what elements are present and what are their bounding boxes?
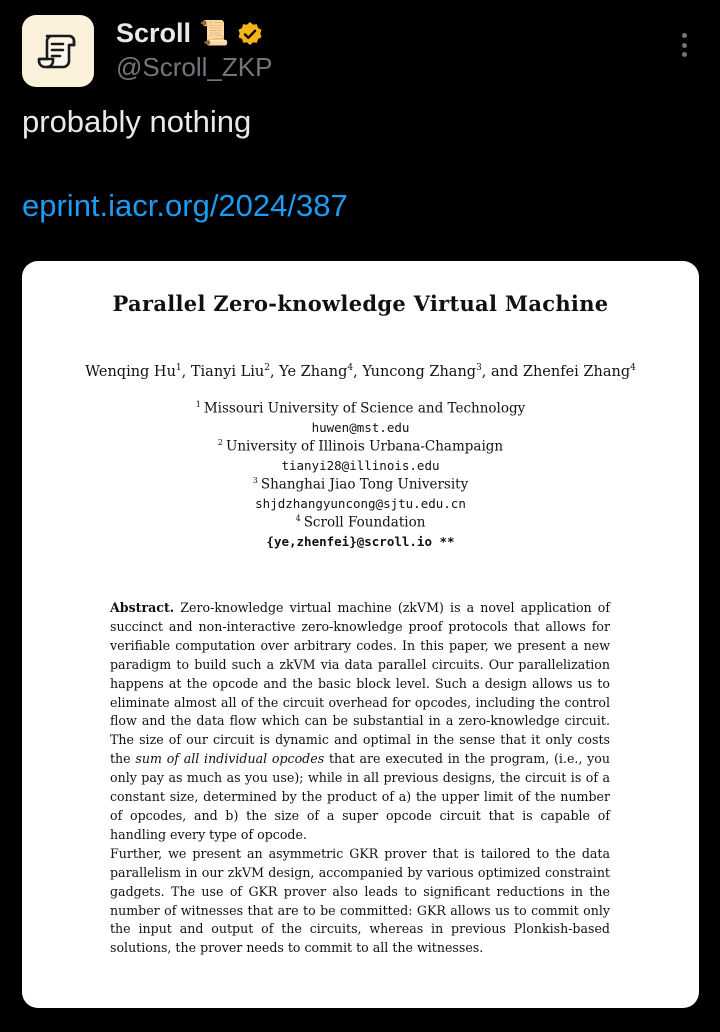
author-mark-1: 1 — [175, 363, 182, 373]
paper-title: Parallel Zero-knowledge Virtual Machine — [112, 291, 609, 316]
abstract-label: Abstract. — [110, 600, 175, 615]
abstract-paragraph-1 — [110, 599, 610, 845]
author-mark-5: 4 — [630, 363, 636, 373]
affiliation-1 — [22, 400, 699, 417]
affiliation-name: Scroll Foundation — [303, 514, 426, 531]
author-mark-3: 4 — [347, 363, 354, 373]
author-mark-2: 2 — [264, 363, 270, 373]
scroll-emoji-icon: 📜 — [199, 20, 229, 47]
affiliation-email-1: huwen@mst.edu — [311, 420, 410, 435]
abstract-text-1b: that are executed in the program, (i.e., you only pay as much as you use); while in all previous designs, the circuit is of a constant size, determined by the product of a) the upper limit of the number of opcodes, and b) the size of a super opcode circuit that is capable of handling every type of opcode. — [110, 751, 610, 842]
abstract-text-italic: sum of all individual opcodes — [135, 751, 325, 767]
post-link[interactable]: eprint.iacr.org/2024/387 — [22, 188, 348, 223]
affiliation-4 — [22, 514, 699, 531]
scroll-logo-icon — [35, 28, 81, 74]
author-name[interactable]: Scroll — [116, 18, 192, 48]
abstract-text-1a: Zero-knowledge virtual machine (zkVM) is a novel application of succinct and non-interactive zero-knowledge proof protocols that allows for verifiable computation over arbitrary codes. In this paper, we present a new paradigm to build such a zkVM via data parallel circuits. Our parallelization happens at the opcode and the basic block level. Such a design allows us to eliminate almost all of the circuit overhead for opcodes, including the control flow and the data flow which can be substantial in a zero-knowledge circuit. The size of our circuit is dynamic and optimal in the sense that it only costs the — [110, 600, 610, 767]
author-name-5: Zhenfei Zhang — [522, 363, 631, 380]
verified-badge-icon[interactable] — [237, 21, 263, 47]
affiliation-mark: 2 — [217, 438, 223, 447]
affiliation-email-3: shjdzhangyuncong@sjtu.edu.cn — [255, 496, 466, 511]
affiliation-email-4: {ye,zhenfei}@scroll.io ** — [266, 534, 455, 549]
affiliation-3 — [22, 476, 699, 493]
abstract-paragraph-2: Further, we present an asymmetric GKR prover that is tailored to the data parallelism in our zkVM design, accompanied by various optimized constraint gadgets. The use of GKR prover also leads to significant reductions in the number of witnesses that are to be committed: GKR allows us to commit only the input and output of the circuits, whereas in previous Plonkish-based solutions, the prover needs to commit to all the witnesses. — [110, 845, 610, 956]
affiliation-name: Shanghai Jiao Tong University — [260, 476, 469, 493]
more-options-icon[interactable] — [672, 30, 696, 60]
author-mark-4: 3 — [476, 363, 482, 373]
author-handle[interactable]: @Scroll_ZKP — [116, 52, 273, 82]
affiliation-2 — [22, 438, 699, 455]
affiliation-name: University of Illinois Urbana-Champaign — [225, 438, 504, 455]
affiliation-email-2: tianyi28@illinois.edu — [281, 458, 440, 473]
author-name-2: Tianyi Liu — [190, 363, 265, 380]
affiliation-name: Missouri University of Science and Technology — [203, 400, 526, 417]
author-name-3: Ye Zhang — [279, 363, 348, 380]
affiliation-mark: 1 — [195, 400, 201, 409]
author-name-4: Yuncong Zhang — [362, 363, 477, 380]
author-name-1: Wenqing Hu — [85, 363, 176, 380]
author-name-row[interactable] — [116, 18, 263, 49]
paper-authors: Wenqing Hu$^1$, Tianyi Liu$^2$, Ye Zhang$^4$, Yuncong Zhang$^3$, and Zhenfei Zhang$^4$ — [85, 363, 636, 380]
affiliation-mark: 3 — [252, 476, 258, 485]
avatar[interactable] — [22, 15, 94, 87]
post-text: probably nothing — [22, 104, 252, 139]
paper-abstract — [110, 599, 610, 958]
affiliation-mark: 4 — [295, 514, 301, 523]
paper-image[interactable] — [22, 261, 699, 1008]
